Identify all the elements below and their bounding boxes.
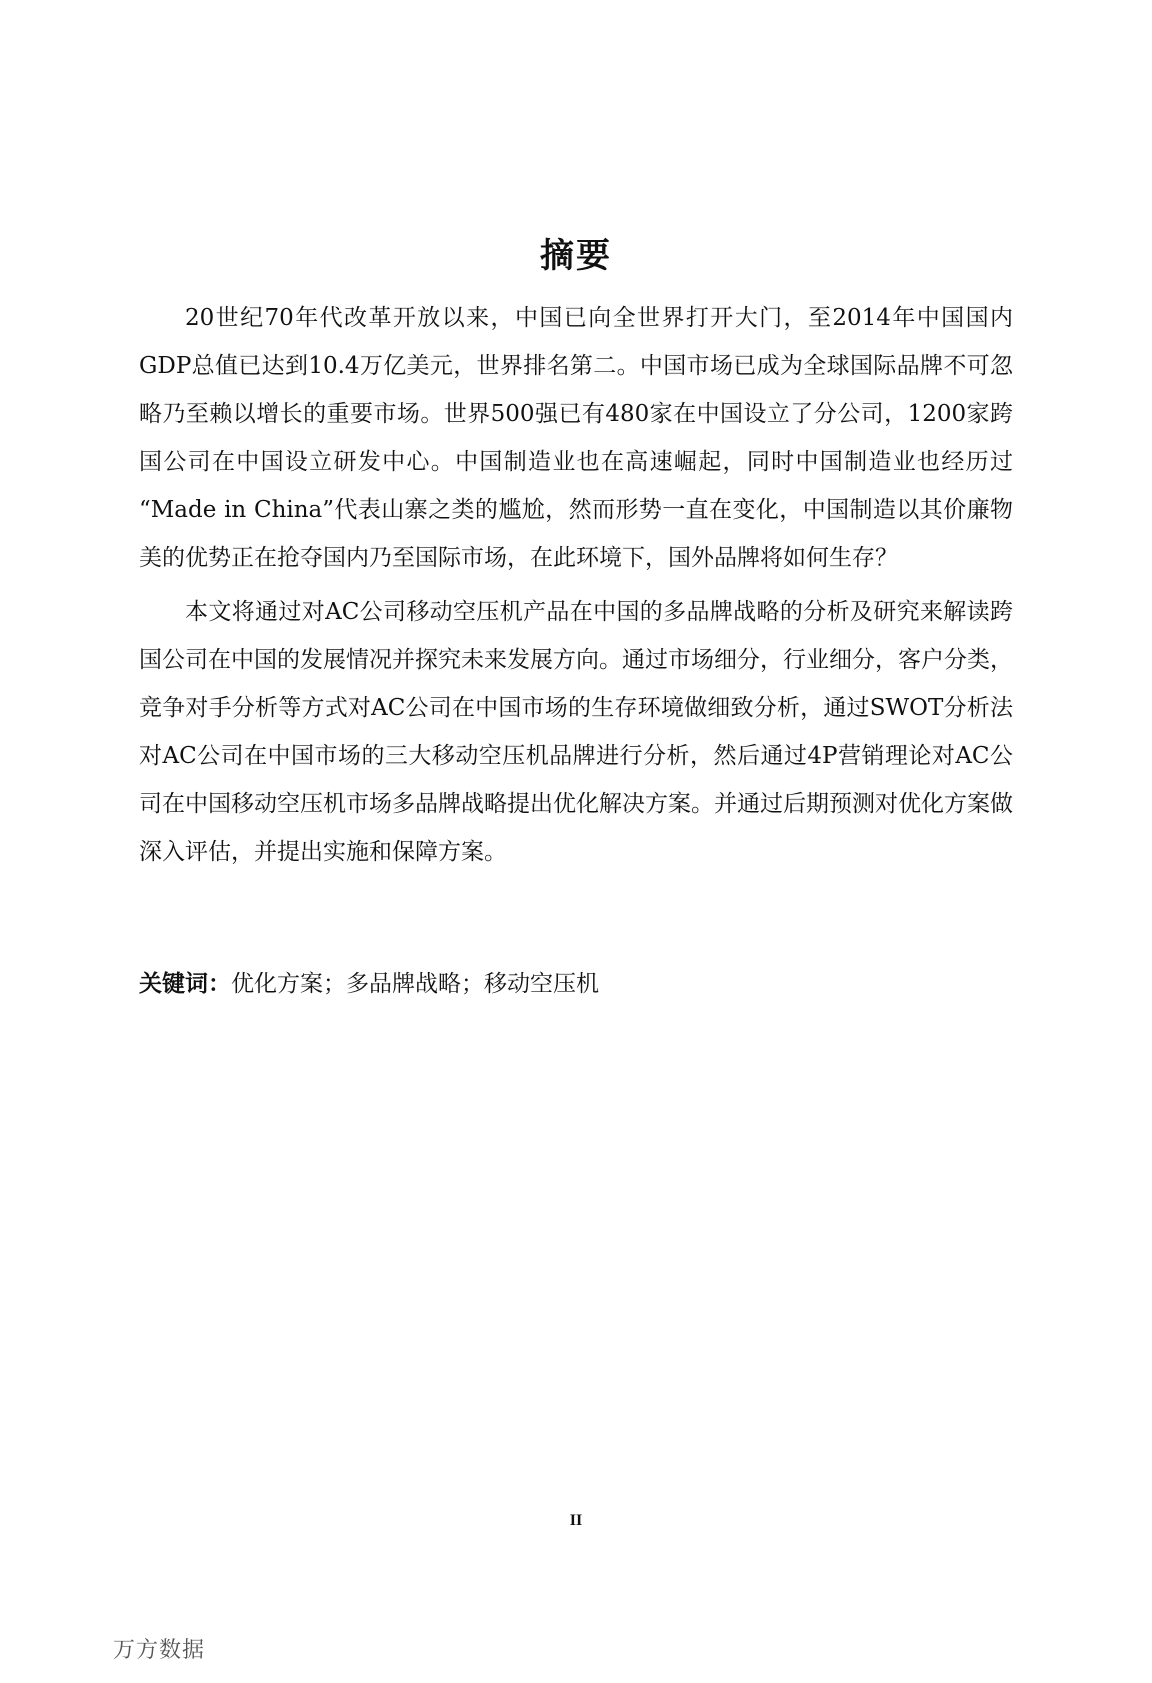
page-number: II: [569, 1512, 583, 1529]
abstract-paragraph-1: 20世纪70年代改革开放以来，中国已向全世界打开大门，至2014年中国国内GDP总值已达到10.4万亿美元，世界排名第二。中国市场已成为全球国际品牌不可忽略乃至赖以增长的重要市场。世界500强已有480家在中国设立了分公司，1200家跨国公司在中国设立研发中心。中国制造业也在高速崛起，同时中国制造业也经历过 “Made in China”代表山寨之类的尴尬，然而形势一直在变化，中国制造以其价廉物美的优势正在抢夺国内乃至国际市场，在此环境下，国外品牌将如何生存？: [139, 305, 1013, 571]
abstract-body: [139, 294, 1013, 876]
abstract-paragraph-2: 本文将通过对AC公司移动空压机产品在中国的多品牌战略的分析及研究来解读跨国公司在中国的发展情况并探究未来发展方向。通过市场细分，行业细分，客户分类，竞争对手分析等方式对AC公司在中国市场的生存环境做细致分析，通过SWOT分析法对AC公司在中国市场的三大移动空压机品牌进行分析，然后通过4P营销理论对AC公司在中国移动空压机市场多品牌战略提出优化解决方案。并通过后期预测对优化方案做深入评估，并提出实施和保障方案。: [139, 599, 1013, 865]
page-title: 摘要: [540, 236, 612, 276]
watermark: 万方数据: [113, 1638, 206, 1663]
keywords-line: [139, 968, 599, 1000]
keywords-label: 关键词：: [139, 970, 231, 997]
keywords-text: 优化方案；多品牌战略；移动空压机: [231, 971, 599, 997]
